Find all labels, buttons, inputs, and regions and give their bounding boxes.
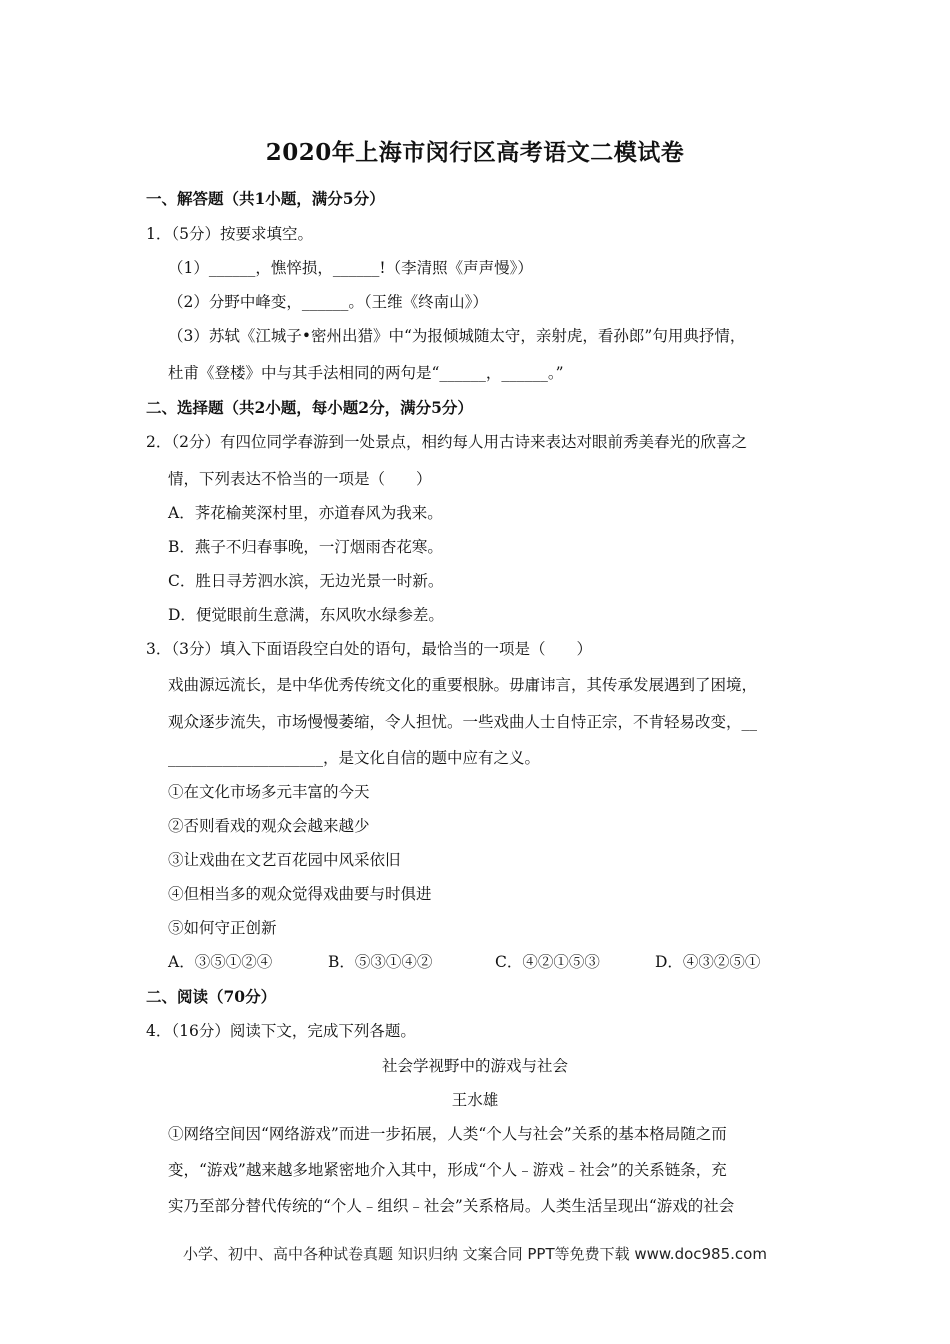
question-1-stem: 1．（5分）按要求填空。: [146, 225, 313, 243]
page-title: 2020年上海市闵行区高考语文二模试卷: [265, 139, 685, 166]
question-2-option-a: A．荠花榆荚深村里，亦道春风为我来。: [168, 504, 443, 522]
question-1-sub3-line1: （3）苏轼《江城子•密州出猎》中“为报倾城随太守，亲射虎，看孙郎”句用典抒情，: [168, 327, 746, 345]
article-paragraph-line3: 实乃至部分替代传统的“个人﹣组织﹣社会”关系格局。人类生活呈现出“游戏的社会: [168, 1197, 735, 1215]
article-paragraph-line2: 变，“游戏”越来越多地紧密地介入其中，形成“个人﹣游戏﹣社会”的关系链条，充: [168, 1161, 727, 1179]
question-2-option-c: C．胜日寻芳泗水滨，无边光景一时新。: [168, 572, 444, 590]
question-1-sub2: （2）分野中峰变，______。（王维《终南山》）: [168, 293, 488, 311]
question-3-item-2: ②否则看戏的观众会越来越少: [168, 817, 370, 835]
section-heading-reading: 二、阅读（70分）: [146, 987, 277, 1006]
question-3-choice-d: D．④③②⑤①: [655, 953, 761, 971]
question-1-sub1: （1）______，憔悴损，______!（李清照《声声慢》）: [168, 259, 533, 277]
question-3-passage-line1: 戏曲源远流长，是中华优秀传统文化的重要根脉。毋庸讳言，其传承发展遇到了困境，: [168, 676, 758, 694]
question-3-stem: 3．（3分）填入下面语段空白处的语句，最恰当的一项是（ ）: [146, 640, 592, 658]
question-4-stem: 4．（16分）阅读下文，完成下列各题。: [146, 1022, 416, 1040]
question-3-choice-c: C．④②①⑤③: [495, 953, 600, 971]
question-3-item-1: ①在文化市场多元丰富的今天: [168, 783, 370, 801]
question-3-choice-b: B．⑤③①④②: [328, 953, 433, 971]
question-3-passage-line2: 观众逐步流失，市场慢慢萎缩，令人担忧。一些戏曲人士自恃正宗，不肯轻易改变，__: [168, 713, 758, 731]
question-2-option-d: D．便觉眼前生意满，东风吹水绿参差。: [168, 606, 444, 624]
question-3-passage-line3: ____________________，是文化自信的题中应有之义。: [168, 749, 541, 767]
question-3-item-4: ④但相当多的观众觉得戏曲要与时俱进: [168, 885, 432, 903]
section-heading-choice: 二、选择题（共2小题，每小题2分，满分5分）: [146, 398, 473, 417]
question-2-stem-line1: 2．（2分）有四位同学春游到一处景点，相约每人用古诗来表达对眼前秀美春光的欣喜之: [146, 433, 747, 451]
article-author: 王水雄: [451, 1091, 499, 1109]
question-3-choice-a: A．③⑤①②④: [168, 953, 273, 971]
article-title: 社会学视野中的游戏与社会: [381, 1057, 568, 1075]
page-footer: 小学、初中、高中各种试卷真题 知识归纳 文案合同 PPT等免费下载 www.doc985.com: [183, 1245, 767, 1263]
question-1-sub3-line2: 杜甫《登楼》中与其手法相同的两句是“______，______。”: [168, 364, 564, 382]
question-3-item-3: ③让戏曲在文艺百花园中风采依旧: [168, 851, 401, 869]
question-2-stem-line2: 情，下列表达不恰当的一项是（ ）: [168, 470, 432, 488]
question-3-item-5: ⑤如何守正创新: [168, 919, 277, 937]
article-paragraph-line1: ①网络空间因“网络游戏”而进一步拓展，人类“个人与社会”关系的基本格局随之而: [168, 1125, 727, 1143]
section-heading-answer: 一、解答题（共1小题，满分5分）: [146, 189, 385, 208]
question-2-option-b: B．燕子不归春事晚，一汀烟雨杏花寒。: [168, 538, 443, 556]
